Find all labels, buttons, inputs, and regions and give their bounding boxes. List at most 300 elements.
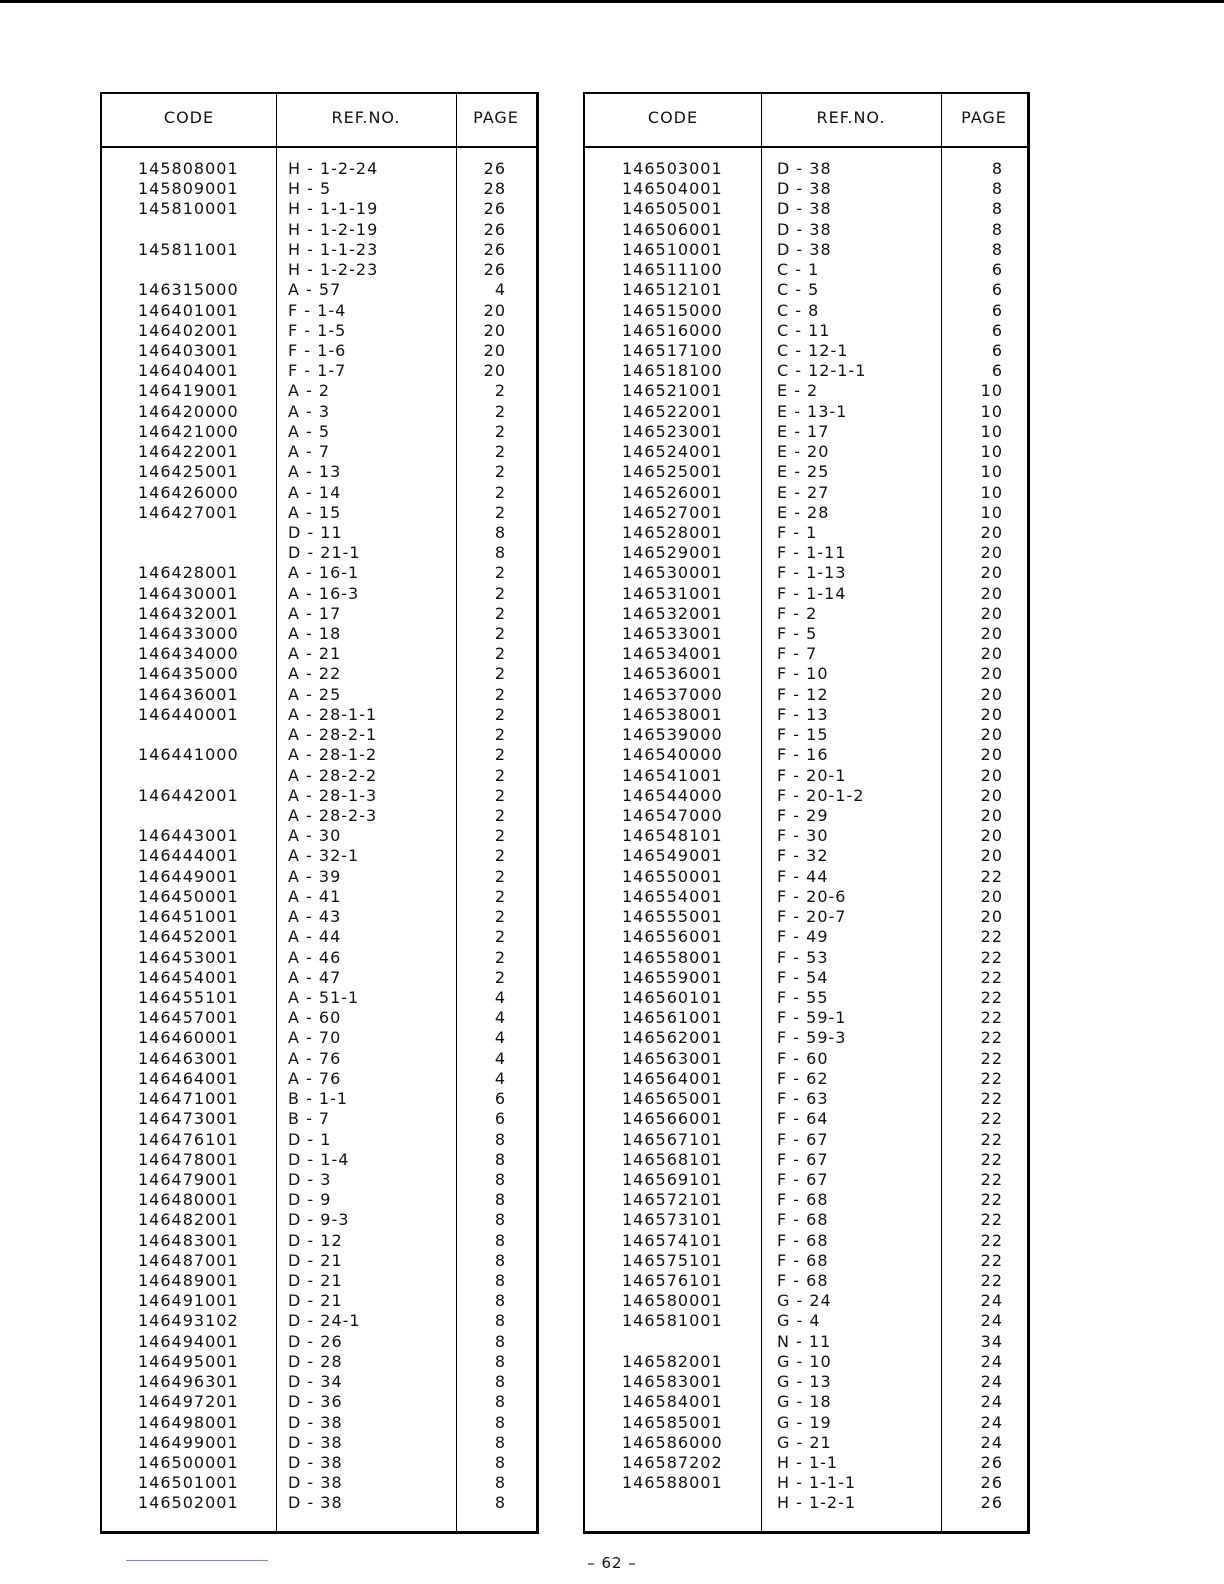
ref-no-cell: F - 1-7 <box>288 361 347 381</box>
code-cell: 146440001 <box>138 704 239 724</box>
page-cell: 2 <box>494 502 506 522</box>
table-row <box>102 402 536 422</box>
ref-no-cell: D - 1 <box>288 1129 332 1149</box>
page-cell: 20 <box>980 907 1003 927</box>
page-cell: 26 <box>483 219 506 239</box>
ref-no-cell: H - 1-1-19 <box>288 199 379 219</box>
code-cell: 146404001 <box>138 361 239 381</box>
code-cell: 146401001 <box>138 300 239 320</box>
page-cell: 20 <box>980 563 1003 583</box>
page-cell: 20 <box>483 340 506 360</box>
page-cell: 2 <box>494 401 506 421</box>
table-row <box>102 786 536 806</box>
table-row <box>102 1251 536 1271</box>
page-cell: 20 <box>980 725 1003 745</box>
code-cell: 146510001 <box>622 239 723 259</box>
table-row <box>585 826 1027 846</box>
page-cell: 2 <box>494 826 506 846</box>
ref-no-cell: A - 28-1-3 <box>288 785 378 805</box>
table-row <box>102 1291 536 1311</box>
code-cell: 146479001 <box>138 1169 239 1189</box>
code-cell: 146530001 <box>622 563 723 583</box>
ref-no-cell: G - 4 <box>777 1311 821 1331</box>
page-cell: 6 <box>494 1109 506 1129</box>
code-cell: 146432001 <box>138 603 239 623</box>
code-cell: 146450001 <box>138 886 239 906</box>
table-row <box>585 483 1027 503</box>
table-row <box>585 1069 1027 1089</box>
page-cell: 10 <box>980 502 1003 522</box>
code-cell: 146504001 <box>622 179 723 199</box>
code-cell: 146428001 <box>138 563 239 583</box>
table-row <box>585 1109 1027 1129</box>
code-cell: 146565001 <box>622 1089 723 1109</box>
ref-no-cell: D - 38 <box>777 159 832 178</box>
code-cell: 146496301 <box>138 1372 239 1392</box>
table-row <box>102 725 536 745</box>
ref-no-cell: F - 1-5 <box>288 320 347 340</box>
page-cell: 8 <box>991 239 1003 259</box>
page-cell: 22 <box>980 1250 1003 1270</box>
code-cell: 146443001 <box>138 826 239 846</box>
table-row <box>102 1069 536 1089</box>
ref-no-cell: G - 18 <box>777 1392 832 1412</box>
ref-no-cell: A - 46 <box>288 947 342 967</box>
page-cell: 6 <box>991 320 1003 340</box>
ref-no-cell: H - 5 <box>288 179 332 199</box>
page-cell: 24 <box>980 1432 1003 1452</box>
ref-no-cell: A - 16-1 <box>288 563 360 583</box>
page-cell: 26 <box>483 159 506 178</box>
ref-no-cell: A - 15 <box>288 502 342 522</box>
page-cell: 20 <box>980 543 1003 563</box>
code-cell: 146487001 <box>138 1250 239 1270</box>
table-row <box>585 927 1027 947</box>
ref-no-cell: D - 3 <box>288 1169 332 1189</box>
table-row <box>102 584 536 604</box>
page-cell: 26 <box>483 199 506 219</box>
table-row <box>585 745 1027 765</box>
table-body <box>102 159 536 1514</box>
code-cell: 146540000 <box>622 745 723 765</box>
page-cell: 20 <box>980 745 1003 765</box>
table-row <box>102 1352 536 1372</box>
page-cell: 2 <box>494 624 506 644</box>
table-row <box>585 179 1027 199</box>
page-cell: 20 <box>980 644 1003 664</box>
ref-no-cell: F - 1-4 <box>288 300 347 320</box>
code-cell: 146582001 <box>622 1351 723 1371</box>
ref-no-cell: A - 28-1-2 <box>288 745 378 765</box>
code-cell: 146583001 <box>622 1372 723 1392</box>
table-row <box>585 563 1027 583</box>
table-row <box>585 1473 1027 1493</box>
page-cell: 6 <box>991 300 1003 320</box>
table-row <box>102 867 536 887</box>
table-row <box>102 220 536 240</box>
page-cell: 4 <box>494 1008 506 1028</box>
code-cell: 146460001 <box>138 1028 239 1048</box>
ref-no-cell: A - 70 <box>288 1028 342 1048</box>
page-cell: 8 <box>494 1311 506 1331</box>
page-cell: 10 <box>980 401 1003 421</box>
table-row <box>102 1150 536 1170</box>
ref-no-cell: A - 30 <box>288 826 342 846</box>
page-cell: 20 <box>980 806 1003 825</box>
code-cell: 146471001 <box>138 1089 239 1109</box>
code-cell: 146561001 <box>622 1008 723 1028</box>
code-cell: 146533001 <box>622 624 723 644</box>
code-cell: 146315000 <box>138 280 239 300</box>
page-cell: 20 <box>483 320 506 340</box>
page-cell: 2 <box>494 563 506 583</box>
ref-no-cell: D - 26 <box>288 1331 343 1351</box>
ref-no-cell: A - 76 <box>288 1048 342 1068</box>
ref-no-cell: C - 5 <box>777 280 820 300</box>
code-cell: 145810001 <box>138 199 239 219</box>
page-cell: 6 <box>991 280 1003 300</box>
code-cell: 146498001 <box>138 1412 239 1432</box>
ref-no-cell: A - 28-2-2 <box>288 765 378 785</box>
ref-no-cell: D - 38 <box>288 1453 343 1472</box>
table-row <box>102 341 536 361</box>
table-row <box>585 948 1027 968</box>
table-row <box>102 442 536 462</box>
page-cell: 2 <box>494 462 506 482</box>
table-row <box>102 664 536 684</box>
table-row <box>585 1413 1027 1433</box>
code-cell: 145809001 <box>138 179 239 199</box>
ref-no-cell: F - 20-7 <box>777 907 847 927</box>
ref-no-cell: D - 1-4 <box>288 1149 350 1169</box>
table-row <box>102 1392 536 1412</box>
ref-no-cell: A - 41 <box>288 886 342 906</box>
page-cell: 22 <box>980 987 1003 1007</box>
ref-no-cell: F - 64 <box>777 1109 829 1129</box>
table-row <box>585 442 1027 462</box>
table-row <box>102 422 536 442</box>
table-row <box>102 1109 536 1129</box>
table-row <box>585 280 1027 300</box>
table-row <box>102 705 536 725</box>
page-cell: 22 <box>980 1230 1003 1250</box>
ref-no-cell: H - 1-2-23 <box>288 260 379 280</box>
code-cell: 146502001 <box>138 1493 239 1513</box>
page-cell: 2 <box>494 907 506 927</box>
code-cell: 146576101 <box>622 1271 723 1291</box>
table-row <box>585 260 1027 280</box>
table-row <box>585 1251 1027 1271</box>
table-row <box>585 1231 1027 1251</box>
ref-no-cell: B - 1-1 <box>288 1089 349 1109</box>
table-row <box>585 1291 1027 1311</box>
code-cell: 146588001 <box>622 1473 723 1493</box>
table-row <box>585 1130 1027 1150</box>
code-cell: 146478001 <box>138 1149 239 1169</box>
ref-no-cell: A - 25 <box>288 684 342 704</box>
code-cell: 146527001 <box>622 502 723 522</box>
ref-no-cell: G - 13 <box>777 1372 832 1392</box>
code-cell: 146452001 <box>138 927 239 947</box>
table-row <box>585 584 1027 604</box>
table-row <box>102 806 536 826</box>
ref-no-cell: G - 19 <box>777 1412 832 1432</box>
page-cell: 4 <box>494 987 506 1007</box>
ref-no-cell: F - 63 <box>777 1089 829 1109</box>
page-cell: 20 <box>980 785 1003 805</box>
code-cell: 146476101 <box>138 1129 239 1149</box>
table-row <box>102 462 536 482</box>
code-cell: 146525001 <box>622 462 723 482</box>
code-cell: 146482001 <box>138 1210 239 1230</box>
ref-no-cell: A - 5 <box>288 421 331 441</box>
page-cell: 10 <box>980 462 1003 482</box>
table-row <box>585 604 1027 624</box>
page-cell: 10 <box>980 421 1003 441</box>
code-cell: 146427001 <box>138 502 239 522</box>
page-cell: 6 <box>991 260 1003 280</box>
code-cell: 146483001 <box>138 1230 239 1250</box>
code-cell: 146560101 <box>622 987 723 1007</box>
code-cell: 146489001 <box>138 1271 239 1291</box>
table-row <box>585 1028 1027 1048</box>
ref-no-cell: D - 38 <box>288 1432 343 1452</box>
code-cell: 146516000 <box>622 320 723 340</box>
ref-no-cell: F - 53 <box>777 947 829 967</box>
table-row <box>585 1332 1027 1352</box>
ref-no-cell: F - 29 <box>777 806 829 825</box>
code-cell: 146455101 <box>138 987 239 1007</box>
page-cell: 8 <box>494 1129 506 1149</box>
table-row <box>102 1089 536 1109</box>
table-row <box>585 1210 1027 1230</box>
ref-no-cell: E - 13-1 <box>777 401 848 421</box>
code-cell: 146521001 <box>622 381 723 401</box>
code-cell: 146531001 <box>622 583 723 603</box>
page-cell: 34 <box>980 1331 1003 1351</box>
table-row <box>585 846 1027 866</box>
table-row <box>585 402 1027 422</box>
code-cell: 146544000 <box>622 785 723 805</box>
code-cell: 146526001 <box>622 482 723 502</box>
table-row <box>585 1493 1027 1513</box>
page-cell: 6 <box>494 1089 506 1109</box>
ref-no-cell: D - 12 <box>288 1230 343 1250</box>
page-cell: 8 <box>494 1190 506 1210</box>
ref-no-cell: A - 28-1-1 <box>288 704 378 724</box>
page-cell: 20 <box>980 583 1003 603</box>
ref-no-cell: E - 27 <box>777 482 830 502</box>
page-cell: 10 <box>980 381 1003 401</box>
code-cell: 146453001 <box>138 947 239 967</box>
code-cell: 146503001 <box>622 159 723 178</box>
ref-no-cell: A - 17 <box>288 603 342 623</box>
page-cell: 2 <box>494 482 506 502</box>
code-cell: 146574101 <box>622 1230 723 1250</box>
ref-no-cell: F - 67 <box>777 1149 829 1169</box>
code-cell: 146449001 <box>138 866 239 886</box>
ref-no-cell: H - 1-2-19 <box>288 219 379 239</box>
code-cell: 146426000 <box>138 482 239 502</box>
code-cell: 146522001 <box>622 401 723 421</box>
page-cell: 8 <box>494 1169 506 1189</box>
code-cell: 146517100 <box>622 340 723 360</box>
page-cell: 24 <box>980 1412 1003 1432</box>
table-row <box>585 786 1027 806</box>
code-cell: 146421000 <box>138 421 239 441</box>
ref-no-cell: D - 21-1 <box>288 543 361 563</box>
page-cell: 2 <box>494 704 506 724</box>
page-cell: 8 <box>494 1372 506 1392</box>
table-row <box>585 159 1027 179</box>
page-cell: 2 <box>494 664 506 684</box>
ref-no-cell: G - 24 <box>777 1291 832 1311</box>
ref-no-cell: H - 1-1 <box>777 1453 839 1472</box>
table-row <box>102 361 536 381</box>
page-cell: 22 <box>980 1149 1003 1169</box>
ref-no-cell: H - 1-2-24 <box>288 159 379 178</box>
ref-no-cell: D - 38 <box>777 219 832 239</box>
page-cell: 22 <box>980 1210 1003 1230</box>
ref-no-cell: F - 20-1-2 <box>777 785 865 805</box>
page-cell: 2 <box>494 381 506 401</box>
code-cell: 146536001 <box>622 664 723 684</box>
header-ref-no: REF.NO. <box>331 108 401 127</box>
page-cell: 20 <box>980 826 1003 846</box>
ref-no-cell: A - 3 <box>288 401 331 421</box>
ref-no-cell: G - 21 <box>777 1432 832 1452</box>
code-cell: 146585001 <box>622 1412 723 1432</box>
table-row <box>102 1130 536 1150</box>
table-row <box>585 1271 1027 1291</box>
code-cell: 146523001 <box>622 421 723 441</box>
code-cell: 146550001 <box>622 866 723 886</box>
code-cell: 146572101 <box>622 1190 723 1210</box>
page-cell: 10 <box>980 482 1003 502</box>
code-cell: 146457001 <box>138 1008 239 1028</box>
code-cell: 146442001 <box>138 785 239 805</box>
table-row <box>585 220 1027 240</box>
code-cell: 145811001 <box>138 239 239 259</box>
table-row <box>102 745 536 765</box>
page-cell: 8 <box>494 1250 506 1270</box>
code-cell: 146506001 <box>622 219 723 239</box>
ref-no-cell: F - 13 <box>777 704 829 724</box>
page-cell: 2 <box>494 725 506 745</box>
table-row <box>585 543 1027 563</box>
ref-no-cell: F - 2 <box>777 603 818 623</box>
code-cell: 146559001 <box>622 967 723 987</box>
page-cell: 26 <box>483 260 506 280</box>
page-cell: 2 <box>494 745 506 765</box>
page-cell: 4 <box>494 280 506 300</box>
ref-no-cell: F - 7 <box>777 644 818 664</box>
page-cell: 26 <box>980 1473 1003 1493</box>
ref-no-cell: C - 8 <box>777 300 820 320</box>
page-cell: 8 <box>991 179 1003 199</box>
code-cell: 146495001 <box>138 1351 239 1371</box>
code-cell: 146587202 <box>622 1453 723 1472</box>
code-cell: 146549001 <box>622 846 723 866</box>
page-cell: 8 <box>494 1453 506 1472</box>
code-cell: 146425001 <box>138 462 239 482</box>
page-cell: 2 <box>494 866 506 886</box>
code-cell: 146584001 <box>622 1392 723 1412</box>
ref-no-cell: A - 14 <box>288 482 342 502</box>
page-cell: 20 <box>980 624 1003 644</box>
table-row <box>585 644 1027 664</box>
ref-no-cell: D - 11 <box>288 522 343 542</box>
code-cell: 146473001 <box>138 1109 239 1129</box>
page-cell: 24 <box>980 1351 1003 1371</box>
table-row <box>102 543 536 563</box>
table-row <box>585 664 1027 684</box>
page-cell: 20 <box>980 846 1003 866</box>
table-row <box>102 563 536 583</box>
ref-no-cell: A - 39 <box>288 866 342 886</box>
table-row <box>585 1352 1027 1372</box>
table-row <box>585 907 1027 927</box>
page-cell: 20 <box>980 765 1003 785</box>
ref-no-cell: D - 28 <box>288 1351 343 1371</box>
table-row <box>102 523 536 543</box>
table-row <box>102 1210 536 1230</box>
header-page: PAGE <box>473 108 519 127</box>
code-cell: 146505001 <box>622 199 723 219</box>
ref-no-cell: E - 2 <box>777 381 819 401</box>
code-cell: 146480001 <box>138 1190 239 1210</box>
ref-no-cell: F - 10 <box>777 664 829 684</box>
ref-no-cell: D - 24-1 <box>288 1311 361 1331</box>
table-row <box>585 867 1027 887</box>
ref-no-cell: N - 11 <box>777 1331 832 1351</box>
table-row <box>585 1150 1027 1170</box>
page-cell: 2 <box>494 785 506 805</box>
ref-no-cell: F - 32 <box>777 846 829 866</box>
page-cell: 20 <box>980 664 1003 684</box>
ref-no-cell: A - 28-2-3 <box>288 806 378 825</box>
code-cell: 146537000 <box>622 684 723 704</box>
ref-no-cell: H - 1-1-23 <box>288 239 379 259</box>
table-row <box>102 766 536 786</box>
page-cell: 2 <box>494 421 506 441</box>
code-cell: 146524001 <box>622 442 723 462</box>
ref-no-cell: A - 32-1 <box>288 846 360 866</box>
code-cell: 146403001 <box>138 340 239 360</box>
ref-no-cell: D - 21 <box>288 1250 343 1270</box>
page-cell: 8 <box>494 1432 506 1452</box>
table-row <box>102 604 536 624</box>
code-cell: 146499001 <box>138 1432 239 1452</box>
ref-no-cell: A - 21 <box>288 644 342 664</box>
page-cell: 22 <box>980 947 1003 967</box>
table-row <box>585 1089 1027 1109</box>
table-row <box>102 948 536 968</box>
table-row <box>102 381 536 401</box>
bottom-underline <box>126 1560 268 1561</box>
ref-no-cell: A - 13 <box>288 462 342 482</box>
ref-no-cell: D - 9 <box>288 1190 332 1210</box>
page-cell: 20 <box>483 300 506 320</box>
page-number: – 62 – <box>587 1554 637 1572</box>
table-row <box>585 1008 1027 1028</box>
code-cell: 146548101 <box>622 826 723 846</box>
code-cell: 146556001 <box>622 927 723 947</box>
code-cell: 146569101 <box>622 1169 723 1189</box>
page-cell: 8 <box>494 1493 506 1513</box>
page-cell: 2 <box>494 806 506 825</box>
table-row <box>102 1332 536 1352</box>
